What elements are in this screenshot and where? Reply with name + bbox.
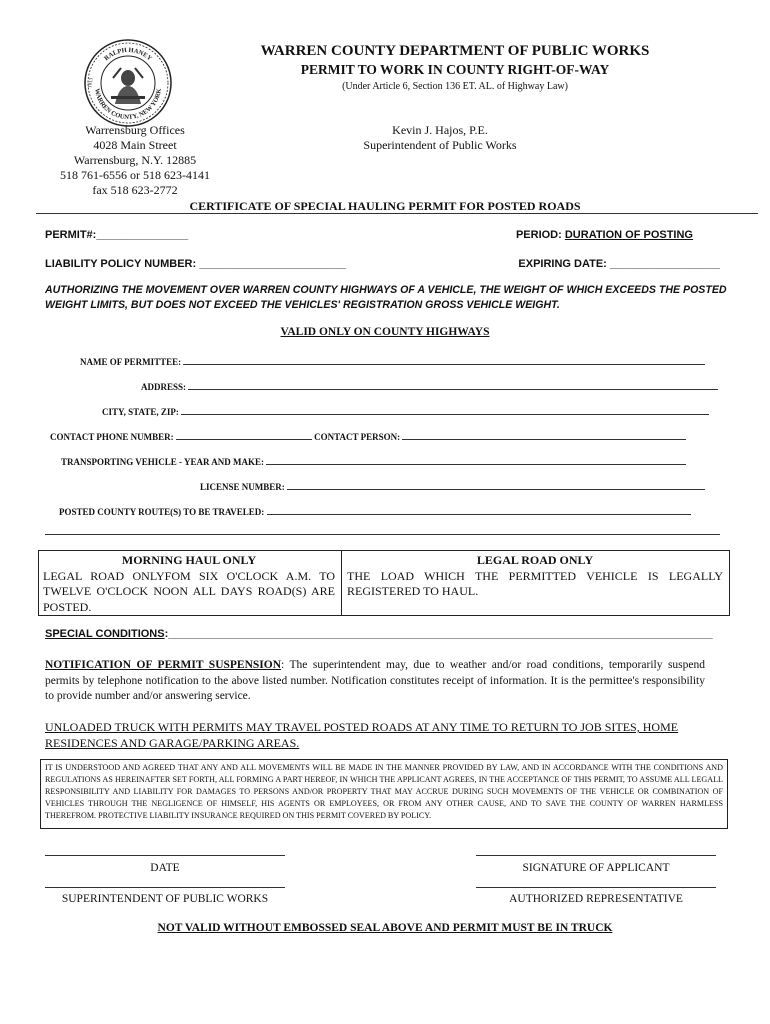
permit-subtitle: PERMIT TO WORK IN COUNTY RIGHT-OF-WAY	[300, 62, 610, 77]
morning-haul-title: MORNING HAUL ONLY	[121, 553, 257, 567]
date-signature-line[interactable]	[45, 855, 285, 856]
phone-contact-row	[50, 430, 686, 442]
legal-road-title: LEGAL ROAD ONLY	[476, 553, 594, 567]
office-city: Warrensburg, N.Y. 12885	[73, 153, 197, 167]
office-name: Warrensburg Offices	[85, 123, 185, 137]
applicant-label: SIGNATURE OF APPLICANT	[522, 862, 670, 874]
office-address	[40, 123, 230, 198]
license-input[interactable]	[287, 480, 705, 490]
suspension-label: NOTIFICATION OF PERMIT SUSPENSION	[45, 659, 282, 671]
liability-agreement-box: IT IS UNDERSTOOD AND AGREED THAT ANY AND ALL MOVEMENTS WILL BE MADE IN THE MANNER PROVIDED BY LAW, AND IN ACCORDANCE WITH THE CONDITIONS AND REGULATIONS AS HEREINAFTER SET FORTH, ALL FORMING A PART HEREOF, IN WHICH THE APPLICANT AGREES, IN THE ACCEPTANCE OF THIS PERMIT, TO ASSUME ALL LEGALL RESPONSIBILITY AND LIABILITY FOR DAMAGES TO PERSONS AND/OR PROPERTY THAT MAY ACCRUE DURING SUCH MOVEMENTS OF THE VEHICLE OR COMBINATION OF VEHICLES THROUGH THE NEGLIGENCE OF HIMSELF, HIS AGENTS OR EMPLOYEES, OR FROM ANY OTHER CAUSE, AND TO SAVE THE COUNTY OF WARREN HARMLESS THEREFROM. PROTECTIVE LIABILITY INSURANCE REQUIRED ON THIS PERMIT COVERED BY POLICY.	[40, 759, 728, 829]
seal-top-text: RALPH HANEY	[103, 46, 153, 63]
seal-bottom-text: WARREN COUNTY, NEW YORK	[93, 88, 163, 122]
routes-continuation-line[interactable]	[45, 534, 720, 535]
morning-haul-column	[43, 553, 335, 615]
period-value: DURATION OF POSTING	[564, 229, 693, 241]
office-phone: 518 761-6556 or 518 623-4141	[60, 168, 210, 182]
expiring-date-field[interactable]: EXPIRING DATE: __________________	[518, 258, 720, 270]
county-seal	[83, 38, 173, 128]
special-conditions-label: SPECIAL CONDITIONS	[45, 628, 165, 640]
representative-signature-line[interactable]	[476, 887, 716, 888]
permittee-row	[80, 355, 705, 367]
contact-label: CONTACT PERSON:	[314, 432, 401, 442]
vehicle-label: TRANSPORTING VEHICLE - YEAR AND MAKE:	[61, 457, 264, 467]
routes-row	[59, 505, 691, 517]
superintendent-title: Superintendent of Public Works	[363, 138, 517, 152]
city-row	[102, 405, 709, 417]
legal-road-column	[347, 553, 723, 600]
suspension-notice	[45, 658, 705, 705]
liability-policy-field[interactable]: LIABILITY POLICY NUMBER: ________________________	[45, 258, 347, 270]
office-fax: fax 518 623-2772	[92, 183, 178, 197]
divider	[36, 213, 758, 214]
legal-authority: (Under Article 6, Section 136 ET. AL. of Highway Law)	[342, 81, 568, 92]
representative-label: AUTHORIZED REPRESENTATIVE	[509, 893, 683, 905]
superintendent-label: SUPERINTENDENT OF PUBLIC WORKS	[61, 893, 269, 905]
svg-text:RALPH HANEY	[103, 47, 153, 63]
vehicle-input[interactable]	[266, 455, 686, 465]
office-street: 4028 Main Street	[93, 138, 177, 152]
legal-road-text: THE LOAD WHICH THE PERMITTED VEHICLE IS LEGALLY REGISTERED TO HAUL.	[347, 568, 723, 598]
routes-label: POSTED COUNTY ROUTE(S) TO BE TRAVELED:	[59, 507, 265, 517]
special-conditions-line[interactable]: :_________________________________________________________________________________________	[164, 628, 713, 640]
permittee-label: NAME OF PERMITTEE:	[80, 357, 182, 367]
unloaded-truck-notice: UNLOADED TRUCK WITH PERMITS MAY TRAVEL POSTED ROADS AT ANY TIME TO RETURN TO JOB SITES, HOME RESIDENCES AND GARAGE/PARKING AREAS.	[45, 720, 679, 750]
period-label: PERIOD:	[515, 229, 565, 241]
city-input[interactable]	[181, 405, 709, 415]
address-label: ADDRESS:	[141, 382, 187, 392]
phone-label: CONTACT PHONE NUMBER:	[50, 432, 174, 442]
superintendent-signature-line[interactable]	[45, 887, 285, 888]
superintendent-name: Kevin J. Hajos, P.E.	[392, 123, 488, 137]
routes-input[interactable]	[267, 505, 691, 515]
vehicle-row	[61, 455, 686, 467]
period-field	[516, 229, 693, 241]
superintendent-block	[340, 123, 540, 153]
applicant-signature-line[interactable]	[476, 855, 716, 856]
authorization-statement: AUTHORIZING THE MOVEMENT OVER WARREN COUNTY HIGHWAYS OF A VEHICLE, THE WEIGHT OF WHICH EXCEEDS THE POSTED WEIGHT LIMITS, BUT DOES NOT EXCEED THE VEHICLES' REGISTRATION GROSS VEHICLE WEIGHT.	[45, 284, 727, 311]
city-label: CITY, STATE, ZIP:	[102, 407, 179, 417]
contact-input[interactable]	[402, 430, 686, 440]
address-input[interactable]	[188, 380, 718, 390]
department-title: WARREN COUNTY DEPARTMENT OF PUBLIC WORKS	[260, 43, 650, 59]
date-label: DATE	[150, 862, 180, 874]
special-conditions-field[interactable]	[45, 628, 713, 640]
certificate-title: CERTIFICATE OF SPECIAL HAULING PERMIT FOR POSTED ROADS	[189, 199, 581, 213]
morning-haul-text: LEGAL ROAD ONLYFOM SIX O'CLOCK A.M. TO TWELVE O'CLOCK NOON ALL DAYS ROAD(S) ARE POSTED.	[43, 568, 335, 614]
license-label: LICENSE NUMBER:	[200, 482, 285, 492]
address-row	[141, 380, 718, 392]
phone-input[interactable]	[176, 430, 312, 440]
license-row	[200, 480, 705, 492]
column-divider	[341, 551, 342, 615]
permit-number-field[interactable]: PERMIT#:_______________	[45, 229, 189, 241]
valid-only-heading: VALID ONLY ON COUNTY HIGHWAYS	[280, 326, 490, 338]
suspension-text: : The superintendent may, due to weather and/or road conditions, temporarily suspend permits by telephone notification to the above listed number. Notification constitutes receipt of information. It is the permittee's responsibility to provide number and/or answering service.	[45, 659, 705, 702]
permittee-input[interactable]	[183, 355, 705, 365]
haul-options-box	[38, 550, 730, 616]
seal-year: 1813	[88, 77, 95, 89]
validity-footer: NOT VALID WITHOUT EMBOSSED SEAL ABOVE AND PERMIT MUST BE IN TRUCK	[157, 922, 613, 934]
